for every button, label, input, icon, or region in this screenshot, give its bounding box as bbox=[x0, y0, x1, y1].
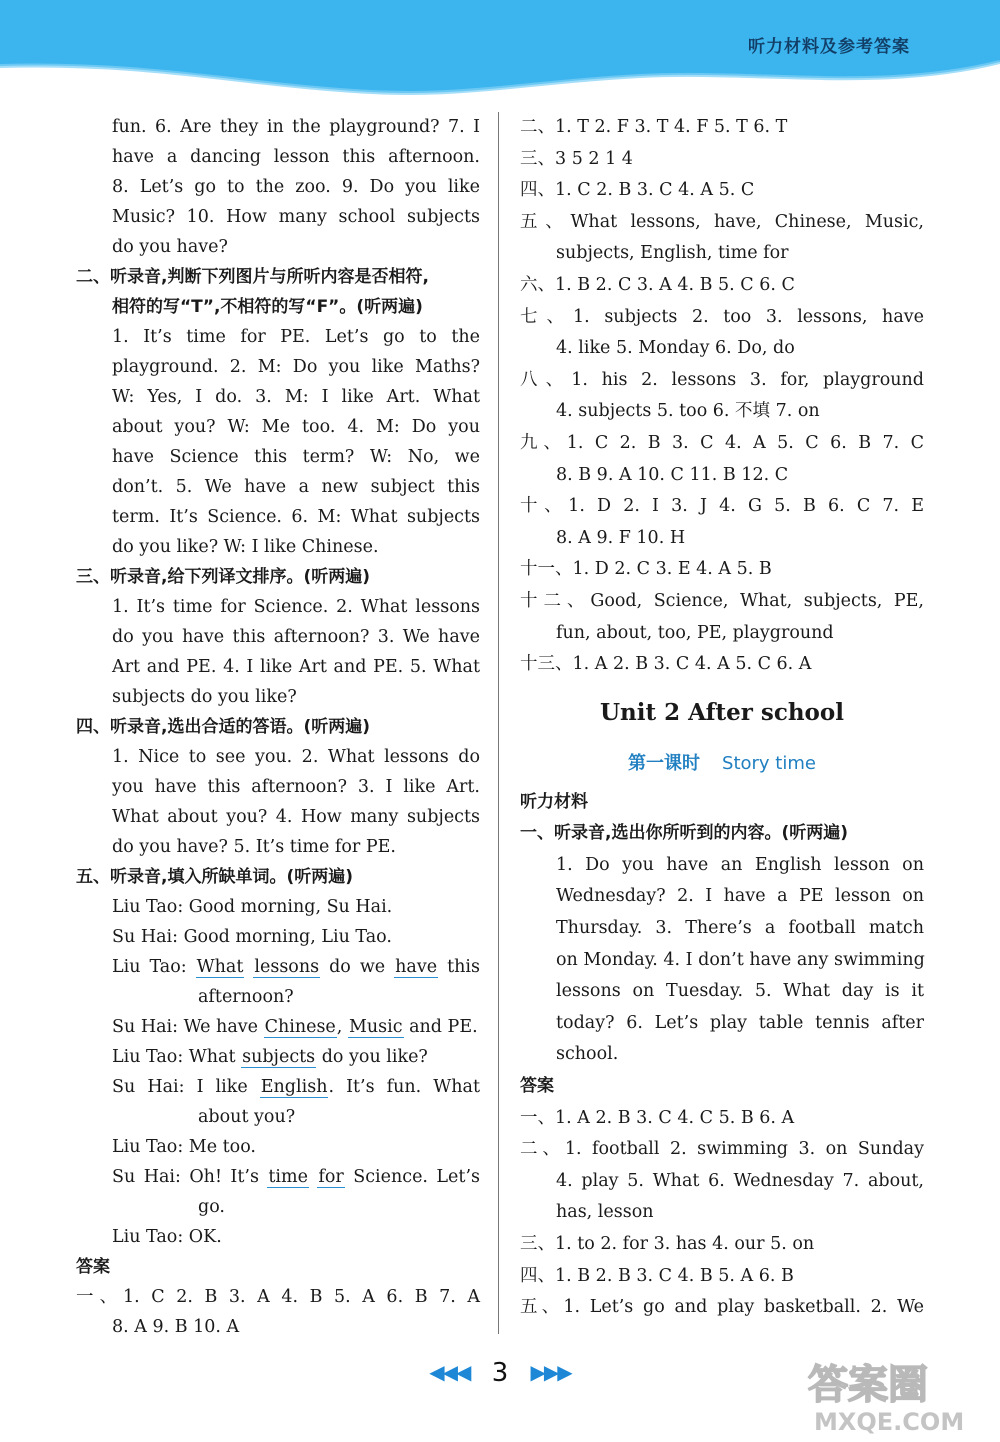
text-line: subjects do you like? bbox=[112, 687, 297, 707]
dialogue-text: Liu Tao: bbox=[112, 957, 196, 977]
text-line: 四、1. C 2. B 3. C 4. A 5. C bbox=[520, 180, 755, 201]
text-line: 九、1. C 2. B 3. C 4. A 5. C 6. B 7. C bbox=[520, 432, 924, 453]
text-line: Wednesday? 2. I have a PE lesson on bbox=[556, 886, 924, 907]
text-line: 1. It’s time for PE. Let’s go to the bbox=[112, 327, 480, 347]
text-line: 二、1. T 2. F 3. T 4. F 5. T 6. T bbox=[520, 117, 788, 137]
text-line: subjects, English, time for bbox=[556, 243, 789, 264]
text-line: school. bbox=[556, 1044, 619, 1065]
text-line: have a dancing lesson this afternoon. bbox=[112, 147, 480, 167]
filled-blank: Music bbox=[348, 1017, 403, 1037]
dialogue-line bbox=[76, 952, 480, 982]
text-line: 十三、1. A 2. B 3. C 4. A 5. C 6. A bbox=[520, 654, 812, 675]
filled-blank: What bbox=[196, 957, 244, 977]
text-line: about you? bbox=[198, 1107, 296, 1127]
text-line: fun, about, too, PE, playground bbox=[556, 622, 834, 643]
text-line: Thursday. 3. There’s a football match bbox=[556, 918, 924, 939]
subsection-label: 答案 bbox=[76, 1257, 110, 1277]
text-line: 8. A 9. B 10. A bbox=[112, 1317, 240, 1337]
dialogue-text: Su Hai: We have bbox=[112, 1017, 264, 1037]
lesson-title bbox=[520, 741, 924, 787]
text-line: 1. Do you have an English lesson on bbox=[556, 854, 924, 875]
watermark-logo bbox=[800, 1350, 990, 1438]
dialogue-text: . It’s fun. What bbox=[328, 1077, 481, 1097]
dialogue-text: do we bbox=[320, 957, 395, 977]
filled-blank: for bbox=[318, 1167, 344, 1187]
text-line: have Science this term? W: No, we bbox=[112, 447, 480, 467]
lesson-number: 第一课时 bbox=[628, 752, 701, 774]
text-line: fun. 6. Are they in the playground? 7. I bbox=[112, 117, 480, 137]
text-line: 五、What lessons, have, Chinese, Music, bbox=[520, 211, 924, 232]
text-line: has, lesson bbox=[556, 1202, 654, 1223]
text-line: Liu Tao: Me too. bbox=[112, 1137, 256, 1157]
lesson-name: Story time bbox=[722, 752, 816, 774]
text-line: 八、1. his 2. lessons 3. for, playground bbox=[520, 369, 924, 390]
page-number: 3 bbox=[491, 1358, 509, 1388]
header-title: 听力材料及参考答案 bbox=[748, 37, 910, 57]
text-line: Music? 10. How many school subjects bbox=[112, 207, 480, 227]
right-arrows-icon: ▶▶▶ bbox=[530, 1360, 571, 1384]
unit2-section bbox=[520, 787, 924, 1324]
section-heading: 相符的写“T”,不相符的写“F”。(听两遍) bbox=[112, 297, 423, 317]
text-line: playground. 2. M: Do you like Maths? bbox=[112, 357, 480, 377]
unit-title: Unit 2 After school bbox=[600, 698, 844, 726]
text-line: Art and PE. 4. I like Art and PE. 5. What bbox=[112, 657, 480, 677]
text-line: Liu Tao: OK. bbox=[112, 1227, 222, 1247]
text-line: 8. B 9. A 10. C 11. B 12. C bbox=[556, 464, 789, 485]
dialogue-text: Liu Tao: What bbox=[112, 1047, 242, 1067]
text-line: 一、1. C 2. B 3. A 4. B 5. A 6. B 7. A bbox=[76, 1287, 480, 1307]
dialogue-line bbox=[76, 1072, 480, 1102]
dialogue-text: Su Hai: Oh! It’s bbox=[112, 1167, 268, 1187]
section-heading: 四、听录音,选出合适的答语。(听两遍) bbox=[76, 717, 370, 737]
text-line: 六、1. B 2. C 3. A 4. B 5. C 6. C bbox=[520, 274, 795, 295]
text-line: 4. subjects 5. too 6. 不填 7. on bbox=[556, 401, 820, 422]
text-line: afternoon? bbox=[198, 987, 294, 1007]
text-line: 8. Let’s go to the zoo. 9. Do you like bbox=[112, 177, 480, 197]
text-line: 1. It’s time for Science. 2. What lessons bbox=[112, 597, 480, 617]
text-line: 二、1. football 2. swimming 3. on Sunday bbox=[520, 1139, 924, 1160]
text-line: 七、1. subjects 2. too 3. lessons, have bbox=[520, 306, 924, 327]
text-line: W: Yes, I do. 3. M: I like Art. What bbox=[112, 387, 480, 407]
left-arrows-icon: ◀◀◀ bbox=[429, 1360, 470, 1384]
left-column bbox=[76, 112, 480, 1342]
filled-blank: time bbox=[268, 1167, 308, 1187]
text-line: 十、1. D 2. I 3. J 4. G 5. B 6. C 7. E bbox=[520, 496, 924, 517]
dialogue-line bbox=[76, 1042, 480, 1072]
text-line: term. It’s Science. 6. M: What subjects bbox=[112, 507, 480, 527]
text-line: lessons on Tuesday. 5. What day is it bbox=[556, 981, 924, 1002]
subsection-label: 听力材料 bbox=[520, 791, 588, 812]
dialogue-line bbox=[76, 1012, 480, 1042]
text-line: 三、1. to 2. for 3. has 4. our 5. on bbox=[520, 1234, 815, 1254]
text-line: 4. like 5. Monday 6. Do, do bbox=[556, 338, 795, 359]
text-line: do you have this afternoon? 3. We have bbox=[112, 627, 480, 647]
text-line: 十一、1. D 2. C 3. E 4. A 5. B bbox=[520, 559, 772, 580]
text-line: What about you? 4. How many subjects bbox=[112, 807, 480, 827]
text-line: 五、1. Let’s go and play basketball. 2. We bbox=[520, 1297, 924, 1318]
filled-blank: subjects bbox=[242, 1047, 316, 1067]
section-heading: 二、听录音,判断下列图片与所听内容是否相符, bbox=[76, 267, 429, 287]
text-line: 8. A 9. F 10. H bbox=[556, 527, 686, 548]
dialogue-text: do you like? bbox=[316, 1047, 428, 1067]
dialogue-text: Su Hai: I like bbox=[112, 1077, 260, 1097]
dialogue-line bbox=[76, 1162, 480, 1192]
dialogue-text: and PE. bbox=[403, 1017, 478, 1037]
text-line: 十二、Good, Science, What, subjects, PE, bbox=[520, 590, 924, 611]
filled-blank: English bbox=[260, 1077, 328, 1097]
text-line: Su Hai: Good morning, Liu Tao. bbox=[112, 927, 392, 947]
text-line: go. bbox=[198, 1197, 225, 1217]
text-line: 三、3 5 2 1 4 bbox=[520, 148, 633, 169]
text-line: today? 6. Let’s play table tennis after bbox=[556, 1012, 924, 1033]
text-line: do you have? bbox=[112, 237, 228, 257]
dialogue-text: Science. Let’s bbox=[344, 1167, 480, 1187]
filled-blank: have bbox=[395, 957, 438, 977]
text-line: Liu Tao: Good morning, Su Hai. bbox=[112, 897, 393, 917]
text-line: you have this afternoon? 3. I like Art. bbox=[112, 777, 480, 797]
filled-blank: lessons bbox=[254, 957, 320, 977]
unit1-answers bbox=[520, 112, 924, 681]
filled-blank: Chinese bbox=[264, 1017, 336, 1037]
subsection-label: 答案 bbox=[520, 1076, 554, 1097]
dialogue-text: , bbox=[336, 1017, 348, 1037]
text-line: 1. Nice to see you. 2. What lessons do bbox=[112, 747, 480, 767]
watermark-text: 答案圈 bbox=[808, 1362, 928, 1408]
watermark-url: MXQE.COM bbox=[814, 1408, 965, 1436]
section-heading: 五、听录音,填入所缺单词。(听两遍) bbox=[76, 867, 353, 887]
column-divider bbox=[498, 112, 499, 1334]
text-line: 四、1. B 2. B 3. C 4. B 5. A 6. B bbox=[520, 1265, 794, 1286]
section-heading: 一、听录音,选出你所听到的内容。(听两遍) bbox=[520, 823, 848, 844]
text-line: about you? W: Me too. 4. M: Do you bbox=[112, 417, 480, 437]
text-line: don’t. 5. We have a new subject this bbox=[112, 477, 480, 497]
section-heading: 三、听录音,给下列译文排序。(听两遍) bbox=[76, 567, 370, 587]
text-line: on Monday. 4. I don’t have any swimming bbox=[556, 949, 925, 970]
text-line: do you have? 5. It’s time for PE. bbox=[112, 837, 396, 857]
dialogue-text: this bbox=[438, 957, 480, 977]
text-line: 一、1. A 2. B 3. C 4. C 5. B 6. A bbox=[520, 1107, 795, 1128]
text-line: 4. play 5. What 6. Wednesday 7. about, bbox=[556, 1170, 924, 1191]
right-column bbox=[520, 112, 924, 1324]
text-line: do you like? W: I like Chinese. bbox=[112, 537, 379, 557]
